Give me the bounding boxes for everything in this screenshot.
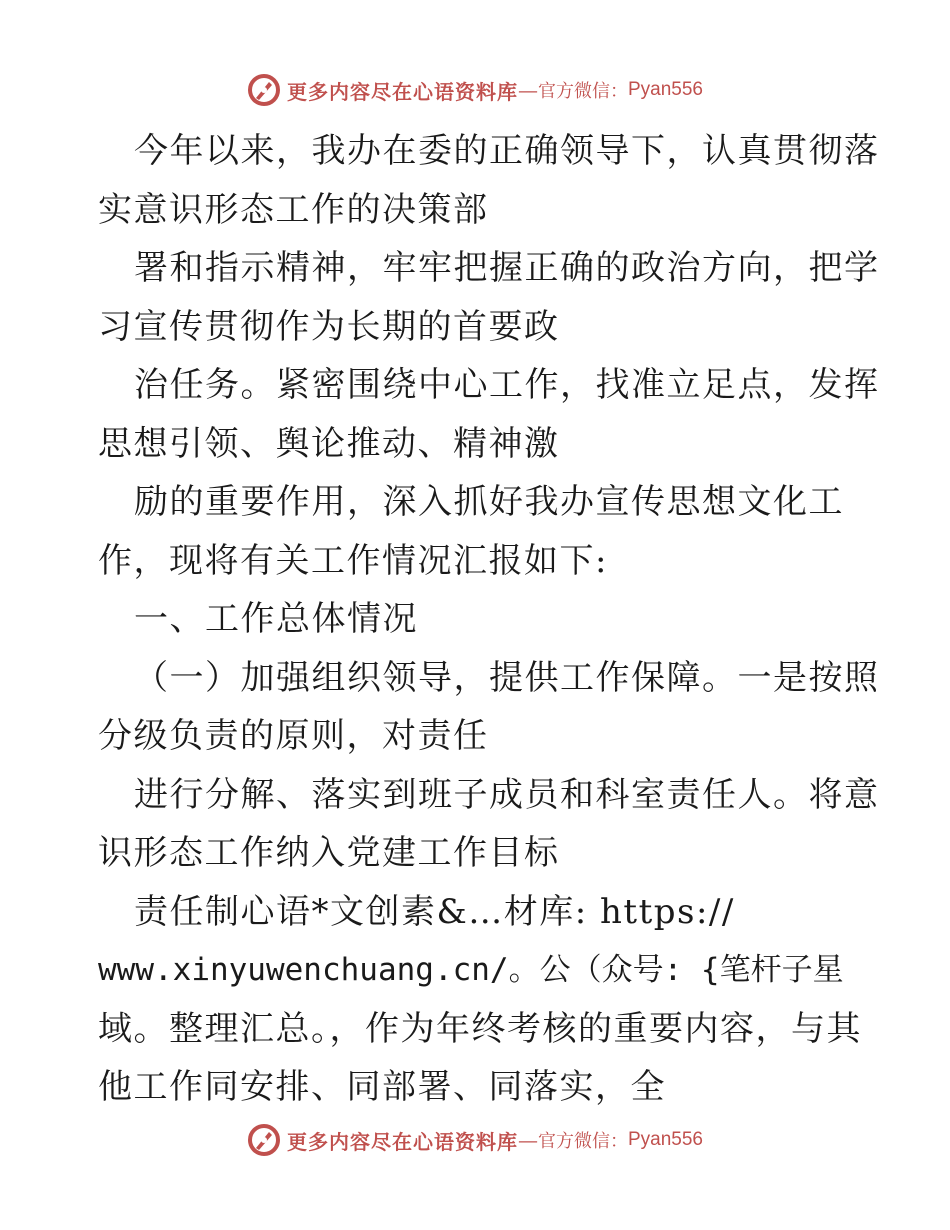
text-line: 署和指示精神，牢牢把握正确的政治方向，把学: [134, 248, 880, 288]
text-line: 识形态工作纳入党建工作目标: [98, 833, 560, 873]
wechat-label: 官方微信：: [537, 1131, 628, 1152]
section-heading: 一、工作总体情况: [134, 599, 418, 639]
wechat-id: Pyan556: [627, 1129, 703, 1150]
watermark-text: 更多内容尽在心语资料库: [286, 1129, 518, 1154]
watermark-separator: —: [517, 78, 538, 102]
header-watermark: [0, 70, 950, 110]
quill-logo-icon: [247, 73, 281, 107]
text-line: 域。整理汇总。，作为年终考核的重要内容，与其: [98, 1008, 862, 1049]
text-line: 治任务。紧密围绕中心工作，找准立足点，发挥: [134, 365, 880, 405]
quill-logo-icon: [247, 1123, 281, 1157]
text-line: 思想引领、舆论推动、精神激: [98, 423, 560, 464]
text-line: 习宣传贯彻作为长期的首要政: [98, 306, 560, 347]
wechat-label: 官方微信：: [537, 81, 628, 102]
text-line: 责任制心语*文创素&…材库: https://: [134, 891, 735, 932]
text-line: 今年以来，我办在委的正确领导下，认真贯彻落: [134, 131, 880, 171]
document-body: [98, 122, 880, 1117]
text-line: 实意识形态工作的决策部: [98, 189, 489, 230]
text-line: 作，现将有关工作情况汇报如下:: [98, 540, 608, 581]
text-line: 分级负责的原则，对责任: [98, 716, 489, 756]
text-line: 进行分解、落实到班子成员和科室责任人。将意: [134, 774, 880, 815]
wechat-id: Pyan556: [627, 79, 703, 100]
text-line: 励的重要作用，深入抓好我办宣传思想文化工: [134, 482, 844, 522]
footer-watermark: [0, 1120, 950, 1160]
watermark-separator: —: [517, 1128, 538, 1152]
text-line: 他工作同安排、同部署、同落实，全: [98, 1067, 666, 1107]
text-line-url: www.xinyuwenchuang.cn/。公（众号: {笔杆子星: [98, 952, 844, 988]
watermark-text: 更多内容尽在心语资料库: [286, 79, 518, 104]
text-line: （一）加强组织领导，提供工作保障。一是按照: [134, 657, 880, 698]
